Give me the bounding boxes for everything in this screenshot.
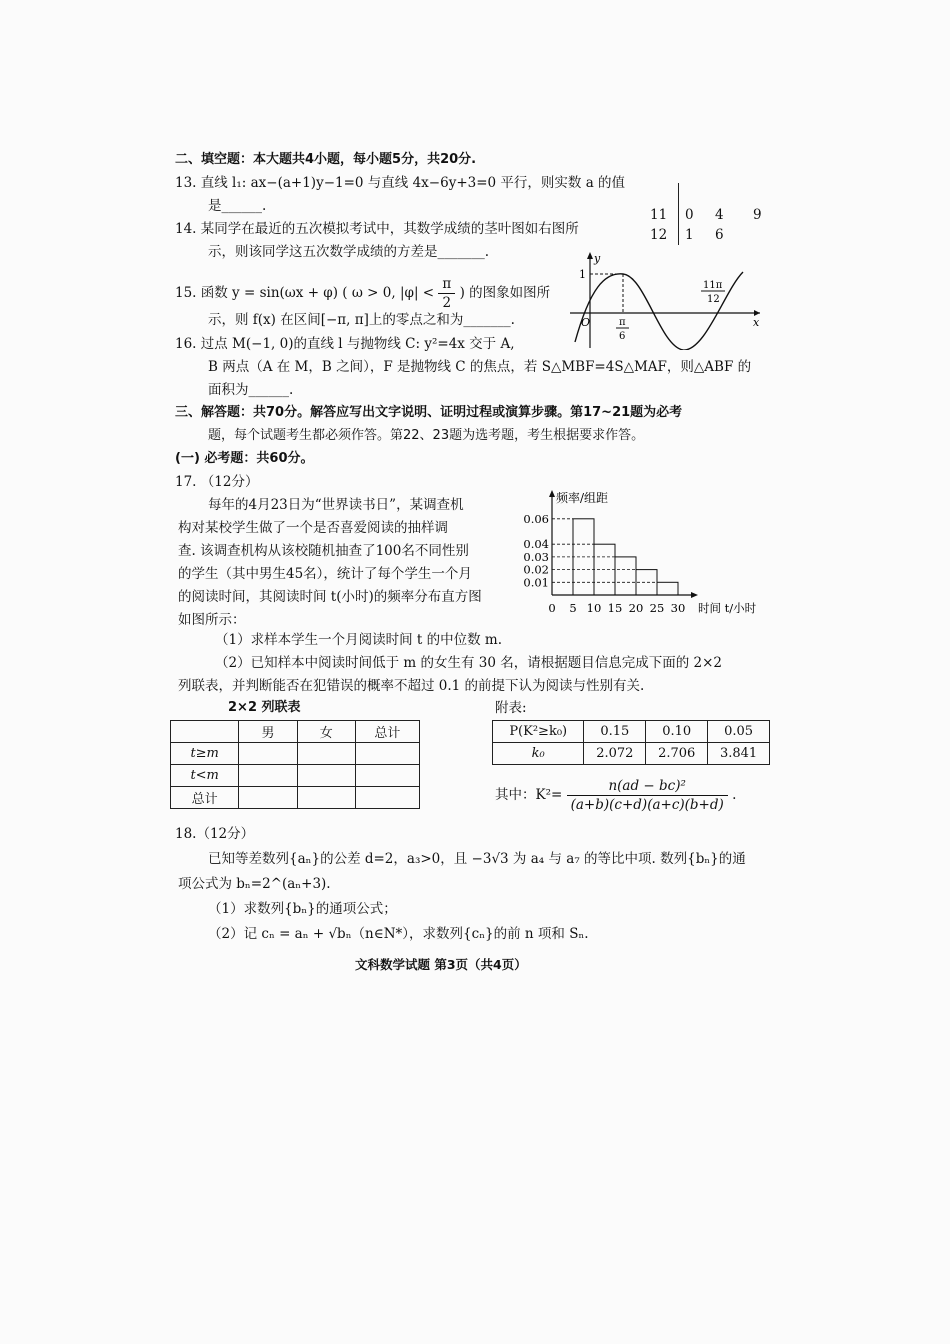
ct-cell[interactable]: [297, 765, 355, 787]
ap-row-2: 2.706: [646, 743, 708, 765]
page-footer: 文科数学试题 第3页（共4页）: [355, 957, 527, 972]
hist-x-tick: 15: [607, 601, 623, 615]
q14-line2: 示，则该同学这五次数学成绩的方差是_______.: [208, 244, 490, 260]
q18-title: 18.（12分）: [175, 826, 255, 842]
q16-line1: 16. 过点 M(−1, 0)的直线 l 与抛物线 C: y²=4x 交于 A,: [175, 336, 515, 352]
appendix-title: 附表:: [495, 700, 527, 716]
sine-marker-num: π: [619, 317, 626, 328]
sine-y-arrow: [587, 252, 593, 259]
appendix-table: [492, 720, 770, 765]
leaf-4: 4: [715, 207, 724, 223]
ct-header-0: [171, 721, 239, 743]
sine-origin: O: [581, 316, 591, 329]
q14-line1: 14. 某同学在最近的五次模拟考试中，其数学成绩的茎叶图如右图所: [175, 221, 579, 237]
hist-y-tick: 0.06: [523, 511, 549, 526]
hist-y-tick: 0.02: [523, 562, 549, 577]
formula-frac: [567, 777, 728, 814]
ct-header-total: 总计: [355, 721, 419, 743]
q15-post: ) 的图象如图所: [459, 285, 551, 301]
hist-x-tick: 0: [548, 601, 556, 615]
q15-line2: 示，则 f(x) 在区间[−π, π]上的零点之和为_______.: [208, 312, 515, 328]
leaf-1: 1: [685, 227, 694, 243]
q17-part2-line1: （2）已知样本中阅读时间低于 m 的女生有 30 名，请根据题目信息完成下面的 2×2: [215, 655, 723, 671]
q15-frac: [438, 275, 455, 312]
contingency-title: 2×2 列联表: [228, 700, 301, 715]
hist-y-tick: 0.04: [523, 537, 549, 552]
q13-line1: 13. 直线 l₁: ax−(a+1)y−1=0 与直线 4x−6y+3=0 平行，则实数 a 的值: [175, 175, 626, 191]
hist-bar: [657, 582, 678, 595]
q17-part2-line2: 列联表，并判断能否在犯错误的概率不超过 0.1 的前提下认为阅读与性别有关.: [178, 678, 645, 694]
ct-header-male: 男: [239, 721, 297, 743]
q17-part1: （1）求样本学生一个月阅读时间 t 的中位数 m.: [215, 632, 502, 648]
hist-xlabel: 时间 t/小时: [698, 601, 757, 615]
hist-x-tick: 30: [670, 601, 686, 615]
sine-x-label: x: [753, 316, 760, 329]
hist-y-arrow: [549, 490, 555, 497]
k2-formula: 其中：K²= $\frac{\text{n(ad − bc)²}}{(a+b)(c+d)(a+c)(b+d)}$ .: [495, 778, 737, 813]
histogram: [520, 485, 770, 630]
ct-cell[interactable]: [355, 765, 419, 787]
section3-heading-2: 题，每个试题考生都必须作答。第22、23题为选考题，考生根据要求作答。: [208, 428, 645, 443]
q16-line3: 面积为______.: [208, 382, 294, 398]
ap-header-3: 0.05: [708, 721, 770, 743]
leaf-9: 9: [753, 207, 762, 223]
formula-den: (a+b)(c+d)(a+c)(b+d): [570, 797, 724, 813]
formula-prefix: 其中：K²=: [495, 787, 563, 803]
ct-row-total: 总计: [171, 787, 239, 809]
q15-frac-den: 2: [442, 295, 452, 311]
q15-line1: [175, 275, 550, 312]
sine-y-tick: 1: [579, 268, 586, 281]
q18-line2: 项公式为 bₙ=2^(aₙ+3).: [178, 876, 331, 892]
sine-y-label: y: [594, 252, 601, 265]
stem-11: 11: [650, 207, 668, 223]
hist-ylabel: 频率/组距: [556, 491, 609, 505]
hist-y-tick: 0.01: [523, 575, 549, 590]
ct-header-female: 女: [297, 721, 355, 743]
hist-y-tick: 0.03: [523, 549, 549, 564]
q18-part2: （2）记 cₙ = aₙ + √bₙ（n∈N*），求数列{cₙ}的前 n 项和 Sₙ.: [208, 926, 589, 942]
leaf-6: 6: [715, 227, 724, 243]
ct-cell[interactable]: [355, 743, 419, 765]
sine-right-num: 11π: [703, 280, 723, 291]
q15-pre: 15. 函数 y = sin(ωx + φ) ( ω > 0, |φ| <: [175, 285, 435, 301]
q16-line2: B 两点（A 在 M，B 之间），F 是抛物线 C 的焦点，若 S△MBF=4S△MAF，则△ABF 的: [208, 359, 752, 375]
ap-header-0: P(K²≥k₀): [493, 721, 584, 743]
hist-x-arrow: [691, 592, 698, 598]
section3-subheading: (一) 必考题：共60分。: [175, 451, 314, 466]
hist-x-tick: 10: [586, 601, 602, 615]
sine-right-den: 12: [707, 294, 720, 305]
stem-leaf-plot: [640, 183, 775, 245]
ap-header-1: 0.15: [584, 721, 646, 743]
q17-para-2: 查. 该调查机构从该校随机抽查了100名不同性别: [178, 543, 469, 559]
ct-cell[interactable]: [297, 743, 355, 765]
ap-row-0: k₀: [493, 743, 584, 765]
hist-x-tick: 25: [649, 601, 665, 615]
ap-row-3: 3.841: [708, 743, 770, 765]
q17-para-5: 如图所示：: [178, 612, 246, 628]
sine-marker-den: 6: [619, 331, 626, 342]
ct-cell[interactable]: [297, 787, 355, 809]
ct-cell[interactable]: [239, 787, 297, 809]
q17-para-0: 每年的4月23日为“世界读书日”，某调查机: [208, 497, 464, 513]
q17-para-1: 构对某校学生做了一个是否喜爱阅读的抽样调: [178, 520, 448, 536]
q18-part1: （1）求数列{bₙ}的通项公式；: [208, 901, 397, 917]
contingency-table: [170, 720, 420, 809]
ap-header-2: 0.10: [646, 721, 708, 743]
section2-heading: 二、填空题：本大题共4小题，每小题5分，共20分.: [175, 152, 477, 167]
ct-cell[interactable]: [239, 743, 297, 765]
q15-frac-num: π: [438, 275, 455, 294]
section3-heading-1: 三、解答题：共70分。解答应写出文字说明、证明过程或演算步骤。第17~21题为必考: [175, 405, 683, 420]
q18-line1: 已知等差数列{aₙ}的公差 d=2，a₃>0，且 −3√3 为 a₄ 与 a₇ 的等比中项. 数列{bₙ}的通: [208, 851, 746, 867]
q17-title: 17. （12分）: [175, 474, 259, 490]
leaf-0: 0: [685, 207, 694, 223]
ct-row-lt: t<m: [171, 765, 239, 787]
sine-graph: [565, 250, 765, 350]
hist-x-tick: 5: [569, 601, 577, 615]
hist-x-tick: 20: [628, 601, 644, 615]
q17-para-3: 的学生（其中男生45名），统计了每个学生一个月: [178, 566, 472, 582]
stem-divider: [678, 183, 679, 245]
ct-cell[interactable]: [239, 765, 297, 787]
ap-row-1: 2.072: [584, 743, 646, 765]
formula-num: n(ad − bc)²: [567, 777, 728, 796]
q17-para-4: 的阅读时间，其阅读时间 t(小时)的频率分布直方图: [178, 589, 482, 605]
ct-row-ge: t≥m: [171, 743, 239, 765]
q13-line2: 是______.: [208, 198, 267, 214]
hist-bar: [615, 557, 636, 595]
stem-12: 12: [650, 227, 668, 243]
ct-cell[interactable]: [355, 787, 419, 809]
